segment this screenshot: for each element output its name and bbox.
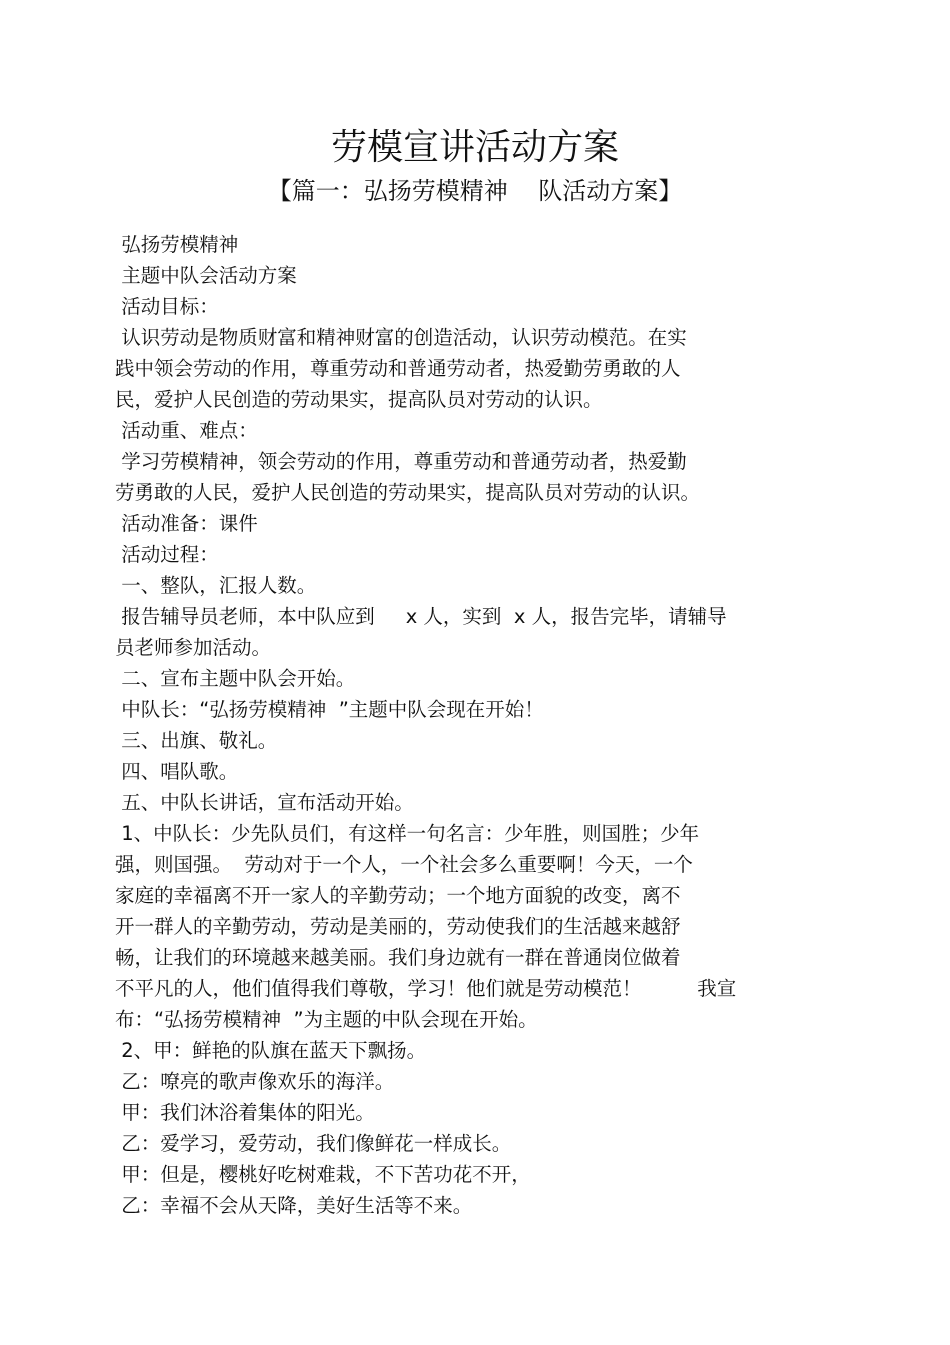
- body-line: 乙：幸福不会从天降，美好生活等不来。: [115, 1194, 473, 1217]
- document-subtitle: 【篇一：弘扬劳模精神 队活动方案】: [267, 177, 683, 205]
- body-line: 学习劳模精神，领会劳动的作用，尊重劳动和普通劳动者，热爱勤: [115, 450, 687, 473]
- body-line: 2、甲：鲜艳的队旗在蓝天下飘扬。: [115, 1039, 427, 1062]
- body-line: 布：“弘扬劳模精神 ”为主题的中队会现在开始。: [115, 1008, 538, 1031]
- body-line: 员老师参加活动。: [115, 636, 272, 659]
- body-line: 活动准备：课件: [115, 512, 258, 535]
- body-line: 甲：但是，樱桃好吃树难栽，不下苦功花不开，: [115, 1163, 531, 1186]
- body-line: 五、中队长讲话，宣布活动开始。: [115, 791, 414, 814]
- document-body: [115, 229, 835, 1221]
- body-line: 1、中队长：少先队员们，有这样一句名言：少年胜，则国胜；少年: [115, 822, 700, 845]
- body-line: 甲：我们沐浴着集体的阳光。: [115, 1101, 375, 1124]
- body-line: 乙：爱学习，爱劳动，我们像鲜花一样成长。: [115, 1132, 512, 1155]
- body-line: 不平凡的人，他们值得我们尊敬，学习！他们就是劳动模范！ 我宣: [115, 977, 737, 1000]
- document-title: 劳模宣讲活动方案: [330, 127, 619, 168]
- body-line: 乙：嘹亮的歌声像欢乐的海洋。: [115, 1070, 395, 1093]
- body-line: 中队长：“弘扬劳模精神 ”主题中队会现在开始！: [115, 698, 544, 721]
- body-line: 践中领会劳动的作用，尊重劳动和普通劳动者，热爱勤劳勇敢的人: [115, 357, 681, 380]
- body-line: 活动过程：: [115, 543, 219, 566]
- body-line: 主题中队会活动方案: [115, 264, 297, 287]
- body-line: 劳勇敢的人民，爱护人民创造的劳动果实，提高队员对劳动的认识。: [115, 481, 701, 504]
- body-line: 家庭的幸福离不开一家人的辛勤劳动；一个地方面貌的改变，离不: [115, 884, 681, 907]
- body-line: 开一群人的辛勤劳动，劳动是美丽的，劳动使我们的生活越来越舒: [115, 915, 681, 938]
- body-line: 弘扬劳模精神: [115, 233, 239, 256]
- body-line: 三、出旗、敬礼。: [115, 729, 278, 752]
- body-line: 活动重、难点：: [115, 419, 258, 442]
- body-line: 报告辅导员老师，本中队应到 x 人，实到 x 人，报告完毕，请辅导: [115, 605, 727, 628]
- body-line: 畅，让我们的环境越来越美丽。我们身边就有一群在普通岗位做着: [115, 946, 681, 969]
- body-line: 强，则国强。 劳动对于一个人，一个社会多么重要啊！今天，一个: [115, 853, 693, 876]
- body-line: 民，爱护人民创造的劳动果实，提高队员对劳动的认识。: [115, 388, 603, 411]
- body-line: 一、整队，汇报人数。: [115, 574, 317, 597]
- body-line: 活动目标：: [115, 295, 219, 318]
- body-line: 四、唱队歌。: [115, 760, 239, 783]
- body-line: 认识劳动是物质财富和精神财富的创造活动，认识劳动模范。在实: [115, 326, 687, 349]
- body-line: 二、宣布主题中队会开始。: [115, 667, 356, 690]
